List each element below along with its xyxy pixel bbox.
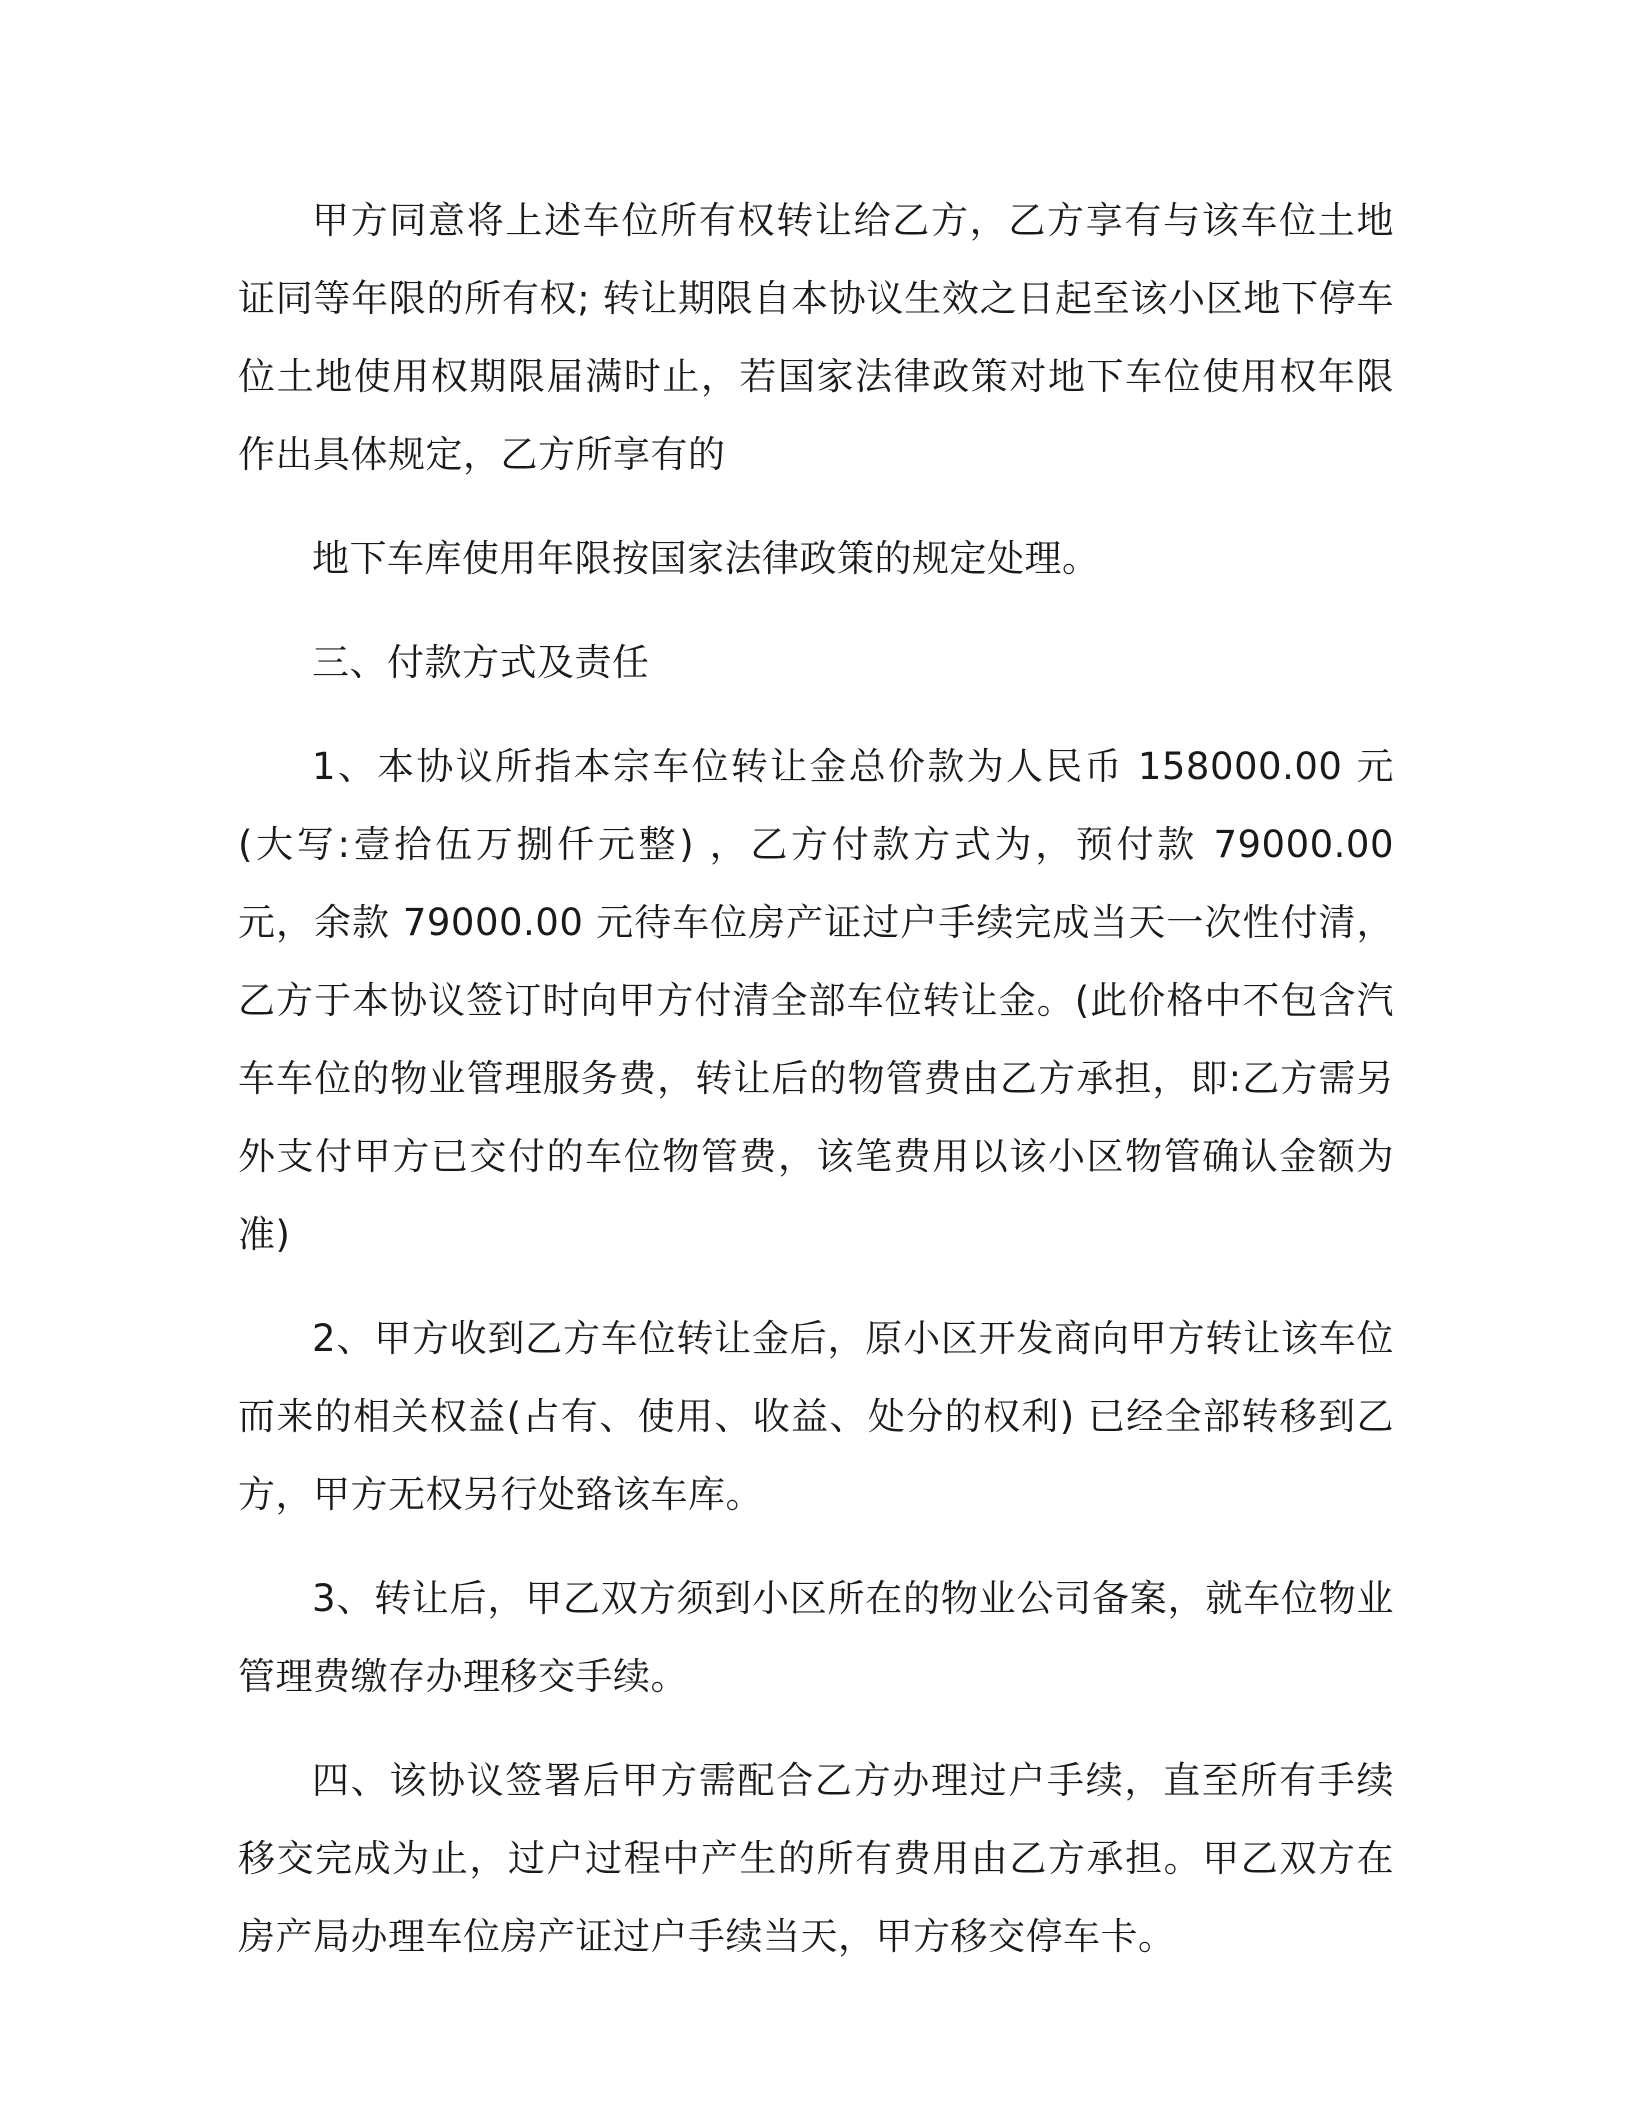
paragraph-clause-1: 1、本协议所指本宗车位转让金总价款为人民币 158000.00 元 (大写:壹拾伍万捌仟元整) ，乙方付款方式为，预付款 79000.00 元，余款 79000.00 元待车位房产证过户手续完成当天一次性付清，乙方于本协议签订时向甲方付清全部车位转让金。(此价格中不包含汽车车位的物业管理服务费，转让后的物管费由乙方承担，即:乙方需另外支付甲方已交付的车位物管费，该笔费用以该小区物管确认金额为准) xyxy=(238,745,1394,1256)
paragraph-section-4: 四、该协议签署后甲方需配合乙方办理过户手续，直至所有手续移交完成为止，过户过程中产生的所有费用由乙方承担。甲乙双方在房产局办理车位房产证过户手续当天，甲方移交停车卡。 xyxy=(238,1759,1394,1958)
paragraph-clause-3: 3、转让后，甲乙双方须到小区所在的物业公司备案，就车位物业管理费缴存办理移交手续。 xyxy=(238,1577,1394,1698)
section-heading-payment: 三、付款方式及责任 xyxy=(312,641,650,684)
paragraph-ownership-transfer: 甲方同意将上述车位所有权转让给乙方，乙方享有与该车位土地证同等年限的所有权; 转让期限自本协议生效之日起至该小区地下停车位土地使用权期限届满时止，若国家法律政策对地下车位使用权年限作出具体规定，乙方所享有的 xyxy=(238,199,1394,476)
document-body xyxy=(238,182,1394,2002)
paragraph-clause-2: 2、甲方收到乙方车位转让金后，原小区开发商向甲方转让该车位而来的相关权益(占有、使用、收益、处分的权利) 已经全部转移到乙方，甲方无权另行处臵该车库。 xyxy=(238,1317,1394,1516)
paragraph-garage-term: 地下车库使用年限按国家法律政策的规定处理。 xyxy=(312,537,1100,580)
